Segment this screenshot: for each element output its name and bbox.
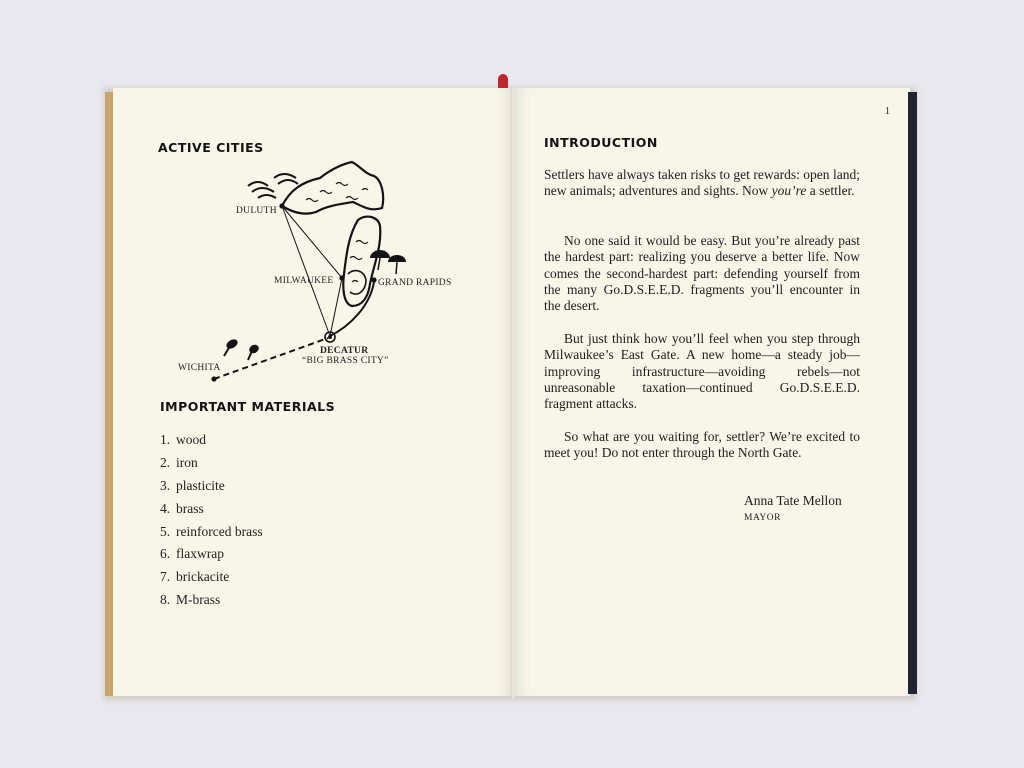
- list-item: 2. iron: [160, 454, 198, 470]
- city-dot-grand-rapids: [371, 277, 376, 282]
- city-label-duluth: DULUTH: [236, 206, 277, 216]
- city-dot-duluth: [279, 203, 284, 208]
- signature-name: Anna Tate Mellon: [744, 493, 842, 508]
- introduction-heading: INTRODUCTION: [544, 135, 658, 150]
- paddle-icon: [224, 338, 260, 360]
- book-back-edge: [908, 92, 917, 694]
- city-dot-milwaukee: [339, 275, 344, 280]
- city-label-decatur: DECATUR: [320, 346, 369, 356]
- list-item: 4. brass: [160, 500, 204, 516]
- intro-paragraph-2: No one said it would be easy. But you’re already past the hardest part: realizing you deserve a better life. Now comes the second-hardest part: defending yourself from the many Go.D.S.E.E.D. fragments you’ll encounter in the desert.: [544, 233, 860, 314]
- page-number: 1: [885, 106, 890, 117]
- intro-paragraph-3: But just think how you’ll feel when you step through Milwaukee’s East Gate. A new home—a steady job—improving infrastructure—avoiding rebels—not unreasonable taxation—continued Go.D.S.E.E.D. fragment attacks.: [544, 331, 860, 412]
- materials-list: [160, 432, 263, 615]
- active-cities-map: [170, 150, 470, 390]
- city-label-wichita: WICHITA: [178, 363, 221, 373]
- intro-paragraph-1: Settlers have always taken risks to get rewards: open land; new animals; adventures and sights. Now you’re a settler.: [544, 167, 860, 199]
- city-nickname-decatur: “BIG BRASS CITY”: [302, 356, 389, 366]
- intro-paragraph-4: So what are you waiting for, settler? We’re excited to meet you! Do not enter through the North Gate.: [544, 429, 860, 461]
- list-item: 7. brickacite: [160, 569, 230, 585]
- city-label-grand-rapids: GRAND RAPIDS: [378, 278, 452, 288]
- city-dot-wichita: [211, 376, 216, 381]
- list-item: 5. reinforced brass: [160, 523, 263, 539]
- signature-role: MAYOR: [744, 513, 781, 523]
- city-label-milwaukee: MILWAUKEE: [274, 276, 334, 286]
- lake-superior-shape: [282, 162, 383, 214]
- list-item: 1. wood: [160, 432, 206, 447]
- lake-michigan-shape: [343, 217, 380, 306]
- list-item: 3. plasticite: [160, 477, 225, 493]
- active-cities-heading: ACTIVE CITIES: [158, 140, 264, 155]
- important-materials-heading: IMPORTANT MATERIALS: [160, 399, 336, 414]
- list-item: 6. flaxwrap: [160, 546, 224, 562]
- list-item: 8. M-brass: [160, 592, 221, 608]
